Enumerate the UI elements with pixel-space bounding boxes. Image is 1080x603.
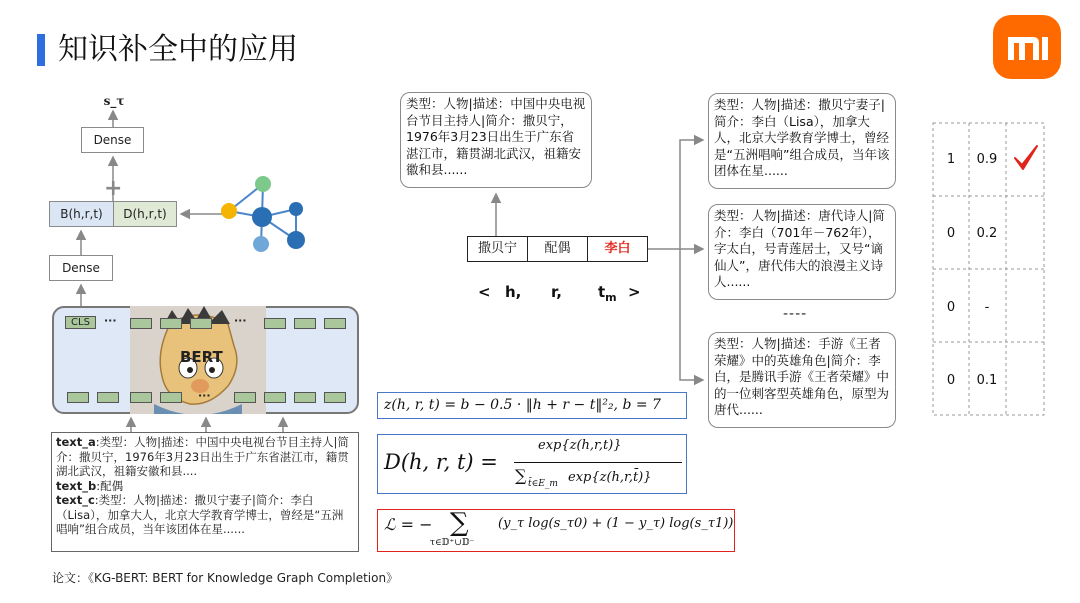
table-score-3: - (984, 300, 990, 315)
sum-symbol: ∑ (515, 466, 527, 485)
table-label-2: 0 (946, 226, 956, 241)
cls-token: CLS (65, 316, 96, 329)
token-bottom (294, 392, 316, 403)
token-bottom (234, 392, 256, 403)
candidate-description-3: 类型：人物|描述：手游《王者荣耀》中的英雄角色|简介：李白，是腾讯手游《王者荣耀》中的一位刺客型英雄角色，原型为唐代...... (708, 332, 896, 428)
token-bottom (160, 392, 182, 403)
dense-layer-bottom: Dense (49, 255, 113, 281)
bert-label: BERT (180, 348, 223, 366)
checkmark-icon (1010, 143, 1042, 171)
candidate-separator: ---- (783, 306, 808, 322)
table-score-1: 0.9 (976, 152, 998, 167)
citation: 论文：《KG-BERT: BERT for Knowledge Graph Completion》 (52, 571, 399, 585)
text-a-value: :类型：人物|描述：中国中央电视台节目主持人|简介：撒贝宁，1976年3月23日出生于广东省湛江市，籍贯湖北武汉，祖籍安徽和县.... (56, 435, 349, 478)
candidate-description-1: 类型：人物|描述：撒贝宁妻子|简介：李白（Lisa），加拿大人，北京大学教育学博士，曾经是“五洲唱响”组合成员，当年该团体在星...... (708, 93, 896, 189)
tuple-t-main: t (598, 283, 606, 301)
tuple-t-sub: m (605, 291, 617, 304)
text-a-key: text_a (56, 435, 96, 449)
formula-d-denominator: exp{z(h,r,t̄)} (568, 470, 652, 485)
token-bottom (264, 392, 286, 403)
table-score-4: 0.1 (976, 373, 998, 388)
token-dots: ··· (234, 314, 247, 327)
tuple-close: > (628, 283, 641, 301)
formula-d-sum-sub: t̄∈E_m (528, 479, 558, 489)
formula-z: z(h, r, t) = b − 0.5 · ‖h + r − t‖²₂, b = 7 (377, 392, 687, 419)
table-score-2: 0.2 (976, 226, 998, 241)
token-dots: ··· (198, 389, 211, 402)
text-c-key: text_c (56, 493, 95, 507)
token-bottom (130, 392, 152, 403)
loss-sum-symbol: ∑ (450, 508, 469, 538)
formula-d (377, 434, 687, 494)
d-score-box: D(h,r,t) (113, 201, 177, 227)
token-top (324, 318, 346, 329)
formula-loss-sub: τ∈𝔻⁺∪𝔻⁻ (430, 538, 475, 548)
triple-box (467, 236, 648, 262)
formula-d-lhs: D(h, r, t) = (384, 450, 498, 474)
token-top (160, 318, 182, 329)
triple-head: 撒贝宁 (468, 237, 528, 261)
tuple-t (598, 283, 617, 304)
token-top (294, 318, 316, 329)
formula-loss (377, 509, 735, 552)
token-top (130, 318, 152, 329)
input-text-box (51, 432, 359, 552)
dense-layer-top: Dense (81, 127, 144, 153)
formula-d-numerator: exp{z(h,r,t)} (538, 438, 622, 453)
tuple-open: < (478, 283, 491, 301)
token-top (264, 318, 286, 329)
token-bottom (97, 392, 119, 403)
candidate-description-2: 类型：人物|描述：唐代诗人|简介：李白（701年－762年），字太白，号青莲居士，又号“谪仙人”，唐代伟大的浪漫主义诗人...... (708, 204, 896, 300)
triple-tail: 李白 (604, 241, 631, 256)
table-label-3: 0 (946, 300, 956, 315)
plus-sign: + (104, 176, 123, 201)
b-score-box: B(h,r,t) (49, 201, 114, 227)
head-entity-description: 类型：人物|描述：中国中央电视台节目主持人|简介：撒贝宁，1976年3月23日出生于广东省湛江市，籍贯湖北武汉，祖籍安徽和县...... (400, 92, 592, 188)
table-label-1: 1 (946, 152, 956, 167)
fraction-bar (514, 462, 682, 463)
arrow-to-cand-3 (680, 249, 703, 380)
token-dots: ··· (104, 314, 117, 327)
table-label-4: 0 (946, 373, 956, 388)
output-score-label: s_τ (103, 94, 125, 108)
tuple-h: h, (505, 283, 522, 301)
token-bottom (324, 392, 346, 403)
text-b-value: :配偶 (96, 478, 124, 493)
formula-loss-body: (y_τ log(s_τ0) + (1 − y_τ) log(s_τ1)) (498, 516, 734, 531)
text-b-key: text_b (56, 478, 97, 493)
token-bottom (67, 392, 89, 403)
tuple-r: r, (551, 283, 562, 301)
formula-loss-lhs: ℒ = − (384, 515, 433, 534)
token-top (190, 318, 212, 329)
triple-relation: 配偶 (528, 237, 588, 261)
text-c-value: :类型：人物|描述：撒贝宁妻子|简介：李白（Lisa），加拿大人，北京大学教育学博士，曾经是“五洲唱响”组合成员，当年该团体在星...... (56, 493, 344, 536)
page-title: 知识补全中的应用 (58, 32, 298, 67)
arrow-to-cand-1 (648, 140, 703, 249)
knowledge-graph-icon (221, 176, 305, 252)
